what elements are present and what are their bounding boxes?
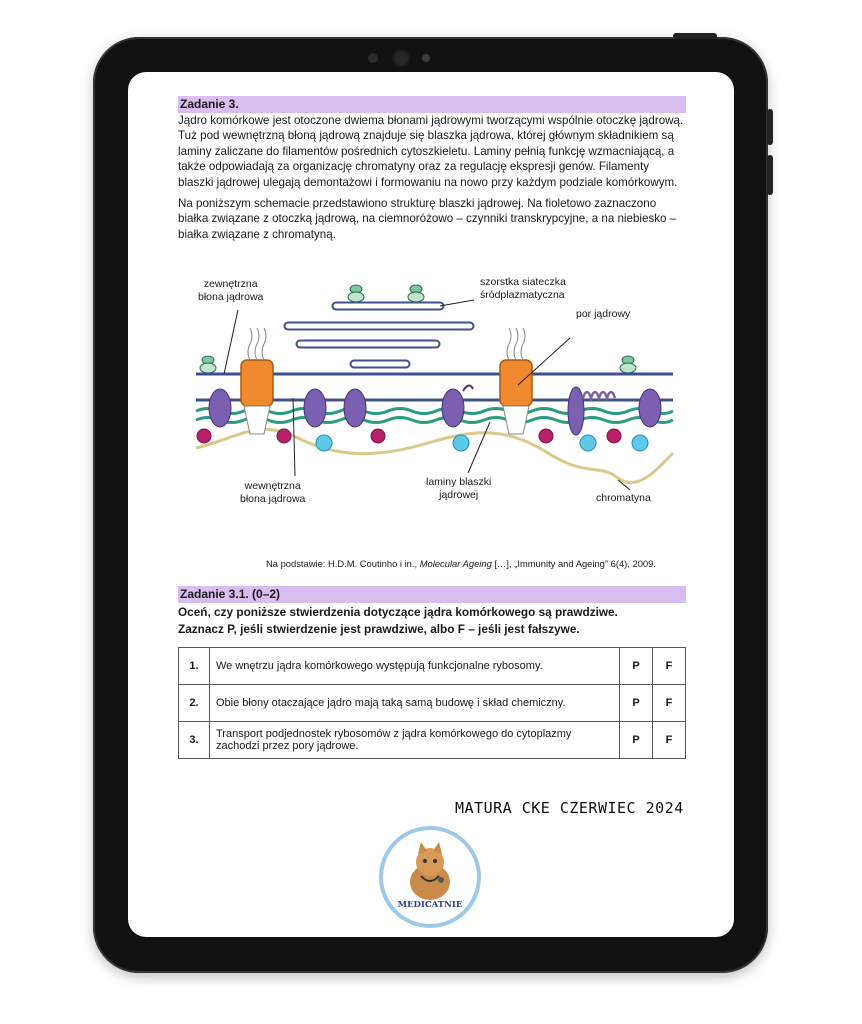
source-suffix: […], „Immunity and Ageing” 6(4), 2009. xyxy=(491,558,656,569)
label-inner-membrane-line1: wewnętrzna xyxy=(244,480,301,493)
watermark-title: MATURA CKE CZERWIEC 2024 xyxy=(455,799,684,817)
light-sensor-icon xyxy=(422,54,430,62)
exam-page xyxy=(178,96,686,513)
answer-p-cell[interactable]: P xyxy=(620,648,653,685)
source-prefix: Na podstawie: H.D.M. Coutinho i in., xyxy=(266,558,420,569)
label-inner-membrane xyxy=(240,480,305,506)
label-pore: por jądrowy xyxy=(576,308,631,321)
row-number: 2. xyxy=(179,685,210,722)
medicatnie-logo xyxy=(379,826,481,928)
table-row xyxy=(179,722,686,759)
label-lamins-line1: laminy blaszki xyxy=(426,476,492,489)
nuclear-lamina-diagram xyxy=(178,248,686,513)
label-inner-membrane-line2: błona jądrowa xyxy=(240,493,306,506)
answer-f-cell[interactable]: F xyxy=(653,685,686,722)
answer-p-cell[interactable]: P xyxy=(620,685,653,722)
tablet-screen xyxy=(128,72,734,937)
statement-text: Obie błony otaczające jądro mają taką samą budowę i skład chemiczny. xyxy=(210,685,620,722)
row-number: 1. xyxy=(179,648,210,685)
label-lamins-line2: jądrowej xyxy=(439,489,479,502)
row-number: 3. xyxy=(179,722,210,759)
camera-icon xyxy=(392,49,410,67)
label-outer-membrane xyxy=(198,278,263,304)
er-tubules xyxy=(288,306,470,364)
answer-f-cell[interactable]: F xyxy=(653,722,686,759)
sensor-icon xyxy=(368,53,378,63)
statement-text: We wnętrzu jądra komórkowego występują funkcjonalne rybosomy. xyxy=(210,648,620,685)
source-italic: Molecular Ageing xyxy=(419,558,492,569)
task31-section xyxy=(178,586,686,759)
label-outer-membrane-line1: zewnętrzna xyxy=(203,278,258,291)
label-lamins xyxy=(426,476,491,502)
chromatin-strand xyxy=(196,430,673,483)
table-row xyxy=(179,648,686,685)
label-er-line1: szorstka siateczka xyxy=(480,276,566,289)
diagram-source xyxy=(266,558,656,569)
task3-paragraph-1: Jądro komórkowe jest otoczone dwiema błonami jądrowymi tworzącymi wspólnie otoczkę jądrową. Tuż pod wewnętrzną błoną jądrową znajduje się blaszka jądrowa, której głównym składnikiem są laminy zaliczane do filamentów pośrednich cytoszkieletu. Laminy pełnią funkcję wzmacniającą, a także odpowiadają za organizację chromatyny oraz za regulację ekspresji genów. Filamenty blaszki jądrowej ulegają demontażowi i formowaniu na nowo przy każdym podziale komórkowym. xyxy=(178,114,684,189)
volume-up-button xyxy=(767,109,773,145)
task31-instruction-2: Zaznacz P, jeśli stwierdzenie jest prawdziwe, albo F – jeśli jest fałszywe. xyxy=(178,622,580,636)
table-row xyxy=(179,685,686,722)
answer-f-cell[interactable]: F xyxy=(653,648,686,685)
camera-bar xyxy=(368,49,488,65)
label-er xyxy=(480,276,566,302)
task3-title: Zadanie 3. xyxy=(178,96,686,113)
label-outer-membrane-line2: błona jądrowa xyxy=(198,291,264,304)
volume-down-button xyxy=(767,155,773,195)
task31-instruction-1: Oceń, czy poniższe stwierdzenia dotyczące jądra komórkowego są prawdziwe. xyxy=(178,605,618,619)
tablet-frame xyxy=(93,37,768,973)
task31-title: Zadanie 3.1. (0–2) xyxy=(178,586,686,603)
logo-text: MEDICATNIE xyxy=(397,900,463,910)
label-er-line2: śródplazmatyczna xyxy=(480,289,565,302)
statement-text: Transport podjednostek rybosomów z jądra komórkowego do cytoplazmy zachodzi przez pory jądrowe. xyxy=(210,722,620,759)
power-button xyxy=(673,33,717,39)
label-chromatin: chromatyna xyxy=(596,492,651,505)
answer-p-cell[interactable]: P xyxy=(620,722,653,759)
task3-paragraph-2: Na poniższym schemacie przedstawiono strukturę blaszki jądrowej. Na fioletowo zaznaczono białka związane z otoczką jądrową, na ciemnoróżowo – czynniki transkrypcyjne, a na niebiesko – białka związane z chromatyną. xyxy=(178,197,677,241)
true-false-table xyxy=(178,647,686,759)
chromatin-proteins xyxy=(316,435,648,451)
